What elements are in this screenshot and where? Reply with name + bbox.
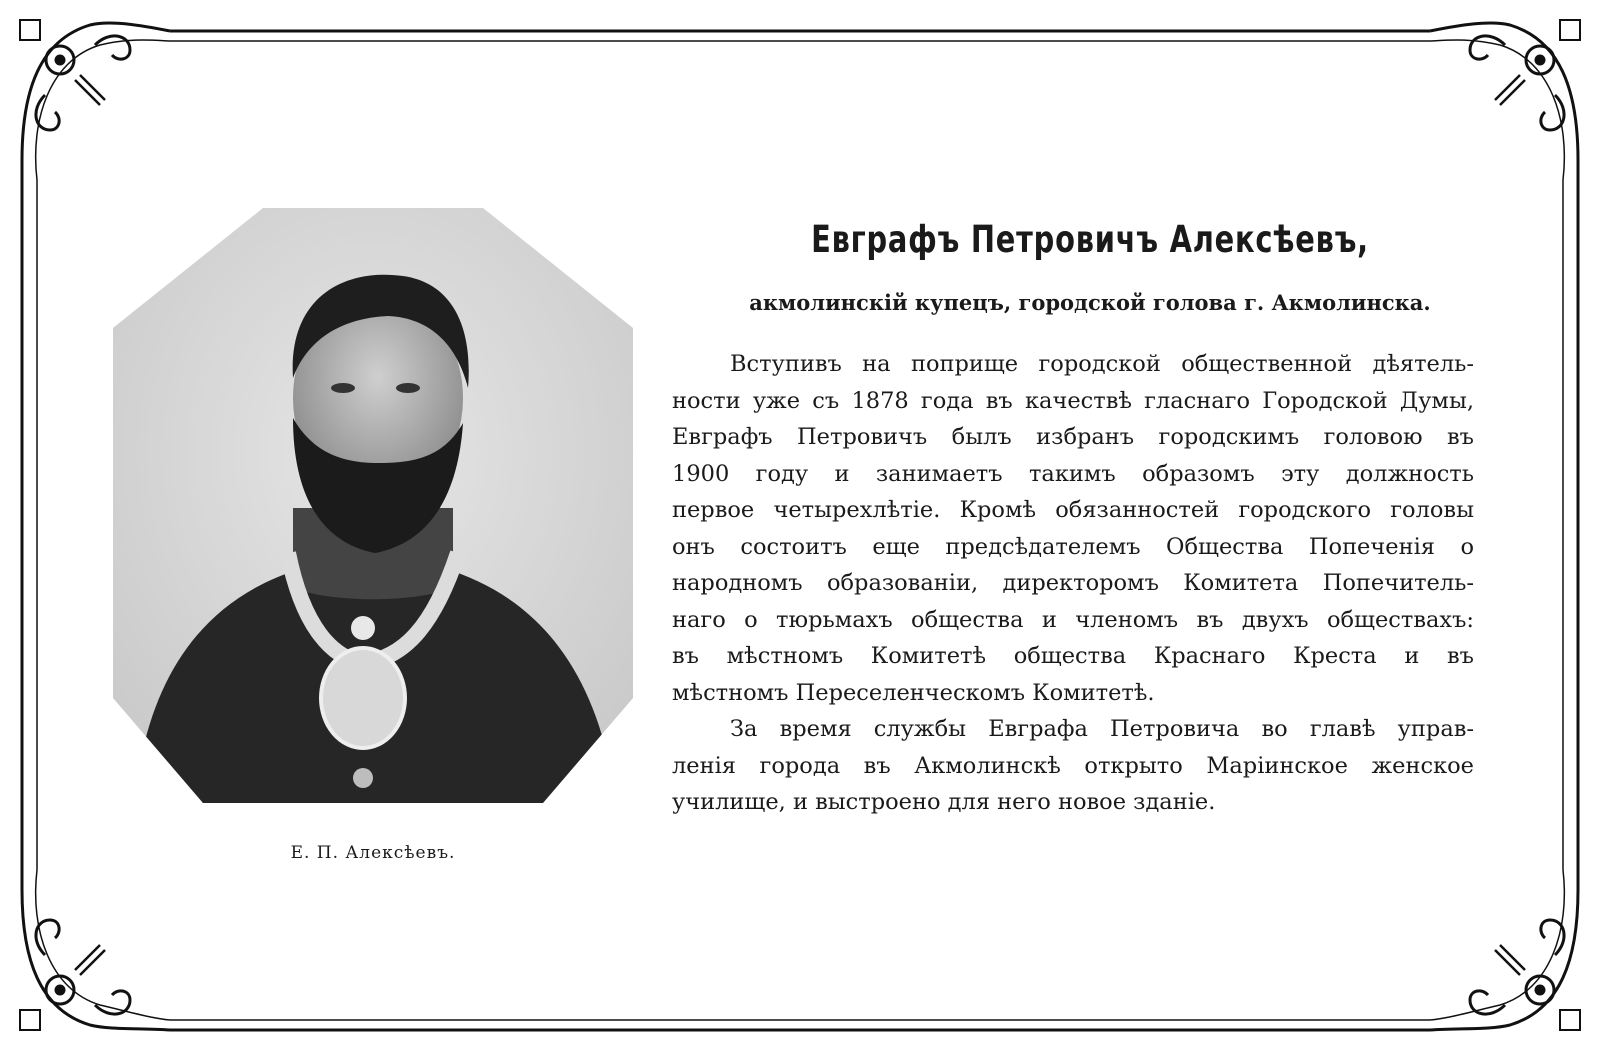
text-line: мѣстномъ Переселенческомъ Комитетѣ. bbox=[672, 679, 1155, 706]
portrait-caption: Е. П. Алексѣевъ. bbox=[290, 843, 456, 863]
text-line: наго о тюрьмахъ общества и членомъ въ двухъ обществахъ: bbox=[672, 606, 1474, 633]
corner-ornament-bottom-left bbox=[20, 870, 170, 1030]
text-line: ности уже съ 1878 года въ качествѣ гласнаго Городской Думы, bbox=[672, 387, 1474, 414]
article-title: Евграфъ Петровичъ Алексѣевъ, bbox=[811, 218, 1369, 261]
article-body bbox=[672, 346, 1474, 821]
text-line: въ мѣстномъ Комитетѣ общества Краснаго Креста и въ bbox=[672, 643, 1474, 669]
text-line: 1900 году и занимаетъ такимъ образомъ эту должность bbox=[672, 460, 1474, 487]
corner-ornament-top-right bbox=[1430, 20, 1580, 180]
corner-ornament-top-left bbox=[20, 20, 170, 180]
article-subtitle: акмолинскій купецъ, городской голова г. Акмолинска. bbox=[749, 290, 1431, 315]
text-line: онъ состоитъ еще предсѣдателемъ Общества Попеченія о bbox=[672, 533, 1474, 560]
paragraph-2 bbox=[672, 711, 1474, 821]
portrait-photo bbox=[113, 208, 633, 818]
text-line: Вступивъ на поприще городской общественной дѣятель- bbox=[730, 351, 1474, 377]
text-line: ленія города въ Акмолинскѣ открыто Маріинское женское bbox=[672, 752, 1474, 779]
text-line: Евграфъ Петровичъ былъ избранъ городскимъ головою въ bbox=[672, 424, 1474, 450]
text-line: За время службы Евграфа Петровича во главѣ управ- bbox=[730, 716, 1474, 742]
text-line: народномъ образованіи, директоромъ Комитета Попечитель- bbox=[672, 570, 1474, 596]
text-line: училище, и выстроено для него новое зданіе. bbox=[672, 789, 1216, 815]
text-line: первое четырехлѣтіе. Кромѣ обязанностей городского головы bbox=[672, 497, 1474, 523]
paragraph-1 bbox=[672, 346, 1474, 711]
corner-ornament-bottom-right bbox=[1430, 870, 1580, 1030]
